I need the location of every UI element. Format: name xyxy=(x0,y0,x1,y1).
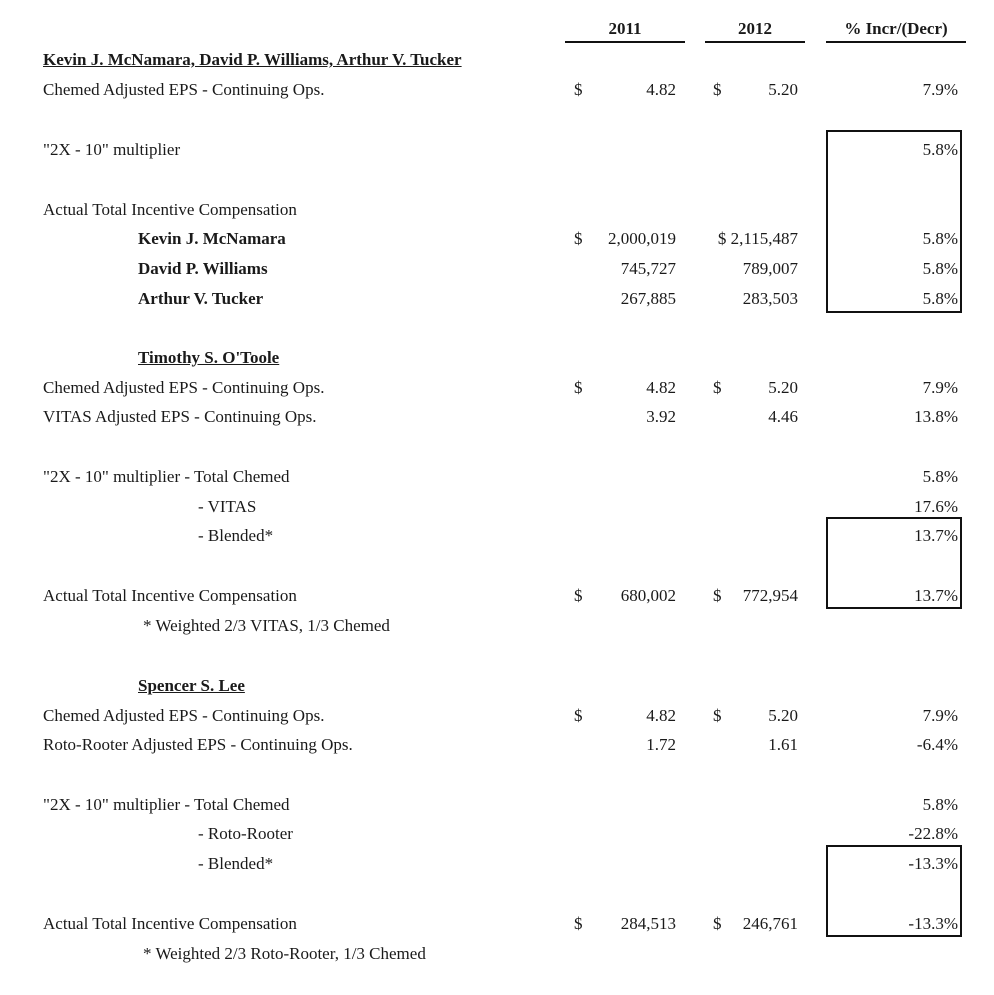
s2-comp-dollar-2011: $ xyxy=(574,586,583,605)
s1-person-3-2011: 267,885 xyxy=(620,289,676,308)
s2-multiplier-label: "2X - 10" multiplier - Total Chemed xyxy=(43,467,290,486)
s1-person-1-name: Kevin J. McNamara xyxy=(138,229,286,248)
s2-eps1-2011: 4.82 xyxy=(646,378,676,397)
header-rule-2011 xyxy=(565,41,685,43)
s1-eps-dollar-2011: $ xyxy=(574,80,583,99)
s2-multiplier-blended-pct: 13.7% xyxy=(914,526,958,545)
s2-eps2-label: VITAS Adjusted EPS - Continuing Ops. xyxy=(43,407,317,426)
s2-eps2-pct: 13.8% xyxy=(914,407,958,426)
s3-eps1-dollar-2011: $ xyxy=(574,706,583,725)
s3-comp-2012: 246,761 xyxy=(742,914,798,933)
s2-eps1-label: Chemed Adjusted EPS - Continuing Ops. xyxy=(43,378,325,397)
s3-eps1-2011: 4.82 xyxy=(646,706,676,725)
s2-eps2-2012: 4.46 xyxy=(768,407,798,426)
s3-comp-dollar-2011: $ xyxy=(574,914,583,933)
s2-comp-2011: 680,002 xyxy=(620,586,676,605)
s3-eps2-pct: -6.4% xyxy=(916,735,958,754)
s2-eps1-dollar-2012: $ xyxy=(713,378,722,397)
header-rule-pct xyxy=(826,41,966,43)
s2-multiplier-pct: 5.8% xyxy=(922,467,958,486)
s3-multiplier-label: "2X - 10" multiplier - Total Chemed xyxy=(43,795,290,814)
s1-eps-label: Chemed Adjusted EPS - Continuing Ops. xyxy=(43,80,325,99)
section3-title: Spencer S. Lee xyxy=(138,676,245,695)
s2-comp-pct: 13.7% xyxy=(914,586,958,605)
s3-multiplier-pct: 5.8% xyxy=(922,795,958,814)
s3-multiplier-blended-label: - Blended* xyxy=(198,854,274,873)
s1-person-2-2012: 789,007 xyxy=(742,259,798,278)
s1-multiplier-label: "2X - 10" multiplier xyxy=(43,140,181,159)
s2-highlight-box xyxy=(826,517,962,609)
s3-multiplier-roto-pct: -22.8% xyxy=(908,824,958,843)
s1-eps-dollar-2012: $ xyxy=(713,80,722,99)
s3-footnote: * Weighted 2/3 Roto-Rooter, 1/3 Chemed xyxy=(143,944,426,963)
s1-person-2-pct: 5.8% xyxy=(922,259,958,278)
s1-eps-2012: 5.20 xyxy=(768,80,798,99)
s2-comp-2012: 772,954 xyxy=(742,586,798,605)
s1-highlight-box xyxy=(826,130,962,313)
s1-person-3-name: Arthur V. Tucker xyxy=(138,289,264,308)
s3-eps1-pct: 7.9% xyxy=(922,706,958,725)
s1-eps-pct: 7.9% xyxy=(922,80,958,99)
header-2012: 2012 xyxy=(738,19,772,38)
s1-eps-2011: 4.82 xyxy=(646,80,676,99)
s3-eps1-2012: 5.20 xyxy=(768,706,798,725)
s3-multiplier-blended-pct: -13.3% xyxy=(908,854,958,873)
s3-eps1-dollar-2012: $ xyxy=(713,706,722,725)
section2-title: Timothy S. O'Toole xyxy=(138,348,280,367)
s3-comp-pct: -13.3% xyxy=(908,914,958,933)
header-pct: % Incr/(Decr) xyxy=(844,19,948,38)
s3-comp-label: Actual Total Incentive Compensation xyxy=(43,914,297,933)
s1-comp-label: Actual Total Incentive Compensation xyxy=(43,200,297,219)
s3-eps1-label: Chemed Adjusted EPS - Continuing Ops. xyxy=(43,706,325,725)
s1-person-2-name: David P. Williams xyxy=(138,259,268,278)
s3-highlight-box xyxy=(826,845,962,937)
s1-person-2-2011: 745,727 xyxy=(620,259,676,278)
section1-title: Kevin J. McNamara, David P. Williams, Arthur V. Tucker xyxy=(43,50,462,69)
s2-eps1-2012: 5.20 xyxy=(768,378,798,397)
header-rule-2012 xyxy=(705,41,805,43)
s1-multiplier-pct: 5.8% xyxy=(922,140,958,159)
header-2011: 2011 xyxy=(608,19,642,38)
s3-eps2-2012: 1.61 xyxy=(768,735,798,754)
s2-comp-label: Actual Total Incentive Compensation xyxy=(43,586,297,605)
s2-multiplier-blended-label: - Blended* xyxy=(198,526,274,545)
s1-person-1-dollar: $ xyxy=(574,229,583,248)
s2-multiplier-vitas-pct: 17.6% xyxy=(914,497,958,516)
s3-multiplier-roto-label: - Roto-Rooter xyxy=(198,824,293,843)
s2-eps1-pct: 7.9% xyxy=(922,378,958,397)
s2-multiplier-vitas-label: - VITAS xyxy=(198,497,257,516)
s3-comp-2011: 284,513 xyxy=(620,914,676,933)
s2-comp-dollar-2012: $ xyxy=(713,586,722,605)
s3-eps2-label: Roto-Rooter Adjusted EPS - Continuing Ops. xyxy=(43,735,353,754)
s1-person-3-2012: 283,503 xyxy=(742,289,798,308)
s2-eps1-dollar-2011: $ xyxy=(574,378,583,397)
s1-person-1-2012: $ 2,115,487 xyxy=(717,229,798,248)
s2-footnote: * Weighted 2/3 VITAS, 1/3 Chemed xyxy=(143,616,390,635)
s2-eps2-2011: 3.92 xyxy=(646,407,676,426)
s3-eps2-2011: 1.72 xyxy=(646,735,676,754)
s1-person-1-pct: 5.8% xyxy=(922,229,958,248)
s3-comp-dollar-2012: $ xyxy=(713,914,722,933)
s1-person-1-2011: 2,000,019 xyxy=(608,229,676,248)
s1-person-3-pct: 5.8% xyxy=(922,289,958,308)
